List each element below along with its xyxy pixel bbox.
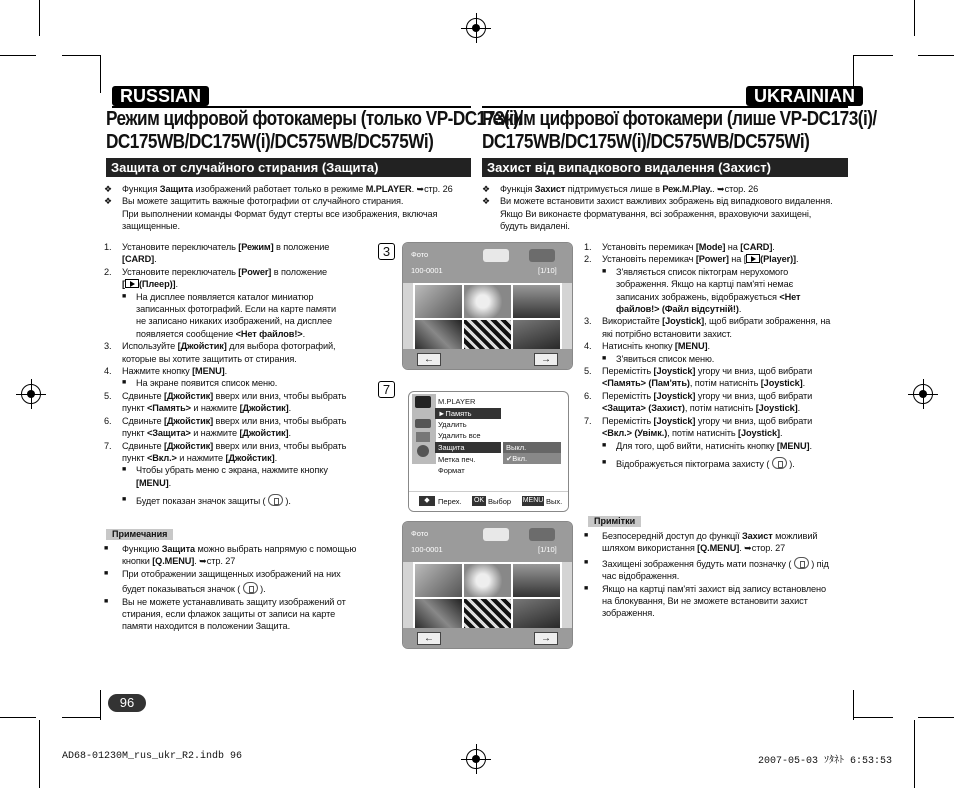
notes-label-uk: Примітки xyxy=(588,516,641,527)
notes-ru: ■ Функцию Защита можно выбрать напрямую с помощью кнопки [Q.MENU]. ➥стр. 27 ■ При отображении защищенных изображений на них будет показываться значок ( ). ■ Вы не можете устанавливать защиту изображений от стирания, если флажок защиты от записи на карте памяти находится в положении Защита. xyxy=(104,544,357,632)
crop-mark xyxy=(39,0,40,36)
crop-mark xyxy=(0,55,36,56)
option-on[interactable]: ✔Вкл. xyxy=(503,453,561,464)
menu-item-delete-all[interactable]: Удалить все xyxy=(438,431,481,440)
crop-mark xyxy=(100,690,101,720)
crop-mark xyxy=(914,0,915,36)
page-title-ru-line1: Режим цифровой фотокамеры (только VP-DC173(i)/ xyxy=(106,108,523,130)
footer-move: Перех. xyxy=(438,497,462,506)
crop-mark xyxy=(0,717,36,718)
file-number: 100-0001 xyxy=(411,266,443,275)
lang-label-russian: RUSSIAN xyxy=(112,86,209,106)
file-number: 100-0001 xyxy=(411,545,443,554)
prev-arrow-icon: ← xyxy=(417,632,441,645)
page-number: 96 xyxy=(108,694,146,712)
registration-mark xyxy=(913,384,933,404)
crop-mark xyxy=(100,55,101,93)
notes-label-ru: Примечания xyxy=(106,529,173,540)
mode-label: Фото xyxy=(411,529,429,538)
thumbnail xyxy=(464,285,511,318)
menu-item-print-mark[interactable]: Метка печ. xyxy=(438,455,476,464)
crop-mark xyxy=(62,55,100,56)
next-arrow-icon: → xyxy=(534,632,558,645)
section-header-ru: Защита от случайного стирания (Защита) xyxy=(106,158,471,177)
section-header-uk: Захист від випадкового видалення (Захист) xyxy=(482,158,848,177)
print-icon xyxy=(416,432,430,442)
registration-mark xyxy=(466,18,486,38)
player-mode-icon xyxy=(125,279,139,288)
crop-mark xyxy=(853,690,854,720)
footer-file-info: AD68-01230M_rus_ukr_R2.indb 96 xyxy=(62,751,243,762)
menu-button-icon: MENU xyxy=(522,497,544,504)
lock-icon xyxy=(772,457,787,469)
steps-uk: 1. Установіть перемикач [Mode] на [CARD]. 2. Установіть перемикач [Power] на [ (Player)]. ■ З'являється список піктограм нерухомого зображення. Якщо на картці пам'яті немає записаних зображень, відображується <Нет файлов!> (Файл відсутній!). 3. Використайте [Joystick], щоб вибрати зображення, на які потрібно встановити захист. 4. Натисніть кнопку [MENU]. ■ З'явиться список меню. 5. Перемістіть [Joystick] угору чи вниз, щоб вибрати <Память> (Пам'ять), потім натисніть [Joystick]. 6. Перемістіть [Joystick] угору чи вниз, щоб вибрати <Защита> (Захист), потім натисніть [Joystick]. 7. Перемістіть [Joystick] угору чи вниз, щоб вибрати <Вкл.> (Увімк.), потім натисніть [Joystick]. ■ Для того, щоб вийти, натисніть кнопку [MENU]. ■ Відображується піктограма захисту ( ). xyxy=(584,242,831,469)
camera-tab-icon xyxy=(483,528,509,541)
player-mode-icon xyxy=(746,254,760,263)
thumbnail xyxy=(415,564,462,597)
crop-mark xyxy=(853,55,893,56)
prev-arrow-icon: ← xyxy=(417,353,441,366)
image-counter: [1/10] xyxy=(538,545,557,554)
steps-ru: 1. Установите переключатель [Режим] в положение [CARD]. 2. Установите переключатель [Power] в положение [ (Плеер)]. ■ На дисплее появляется каталог миниатюр записанных фотографий. Если на карте памяти не записано никаких изображений, на дисплее появляется сообщение <Нет файлов!>. 3. Используйте [Джойстик] для выбора фотографий, которые вы хотите защитить от стирания. 4. Нажмите кнопку [MENU]. ■ На экране появится список меню. 5. Сдвиньте [Джойстик] вверх или вниз, чтобы выбрать пункт <Память> и нажмите [Джойстик]. 6. Сдвиньте [Джойстик] вверх или вниз, чтобы выбрать пункт <Защита> и нажмите [Джойстик]. 7. Сдвиньте [Джойстик] вверх или вниз, чтобы выбрать пункт <Вкл.> и нажмите [Джойстик]. ■ Чтобы убрать меню с экрана, нажмите кнопку [MENU]. ■ Будет показан значок защиты ( ). xyxy=(104,242,347,507)
folder-tab-icon xyxy=(529,528,555,541)
lang-label-ukrainian: UKRAINIAN xyxy=(746,86,863,106)
camera-tab-icon xyxy=(483,249,509,262)
folder-tab-icon xyxy=(529,249,555,262)
menu-title: M.PLAYER xyxy=(438,397,476,406)
intro-uk: ❖ Функція Захист підтримується лише в Реж.M.Play.. ➥стор. 26 ❖ Ви можете встановити захист важливих зображень від випадкового видалення. Якщо Ви виконаєте форматування, всі зображення, враховуючи захищені, будуть видалені. xyxy=(482,184,833,232)
mode-label: Фото xyxy=(411,250,429,259)
lock-icon xyxy=(268,494,283,506)
registration-mark xyxy=(21,384,41,404)
thumbnail xyxy=(513,564,560,597)
lcd-thumbnail-screen-protected xyxy=(402,521,573,649)
crop-mark xyxy=(914,720,915,788)
image-counter: [1/10] xyxy=(538,266,557,275)
thumbnail xyxy=(464,564,511,597)
gear-icon xyxy=(417,445,429,457)
option-off[interactable]: Выкл. xyxy=(503,442,561,453)
crop-mark xyxy=(918,55,954,56)
thumbnail xyxy=(513,285,560,318)
menu-item-format[interactable]: Формат xyxy=(438,466,465,475)
step-number-7: 7 xyxy=(378,381,395,398)
next-arrow-icon: → xyxy=(534,353,558,366)
lock-icon xyxy=(794,557,809,569)
page-title-uk-line2: DC175WB/DC175W(i)/DC575WB/DC575Wi) xyxy=(482,131,810,153)
crop-mark xyxy=(62,717,100,718)
notes-uk: ■ Безпосередній доступ до функції Захист можливий шляхом використання [Q.MENU]. ➥стор. 27 ■ Захищені зображення будуть мати позначку ( ) під час відображення. ■ Якщо на картці пам'яті захист від запису встановлено на блокування, Ви не зможете встановити захист зображення. xyxy=(584,531,829,619)
step-number-3: 3 xyxy=(378,243,395,260)
footer-select: Выбор xyxy=(488,497,512,506)
thumbnail xyxy=(415,285,462,318)
lcd-thumbnail-screen xyxy=(402,242,573,370)
joystick-icon: ◆ xyxy=(419,496,435,506)
ok-button-icon: OK xyxy=(473,497,485,504)
lock-icon xyxy=(243,582,258,594)
registration-mark xyxy=(466,749,486,769)
lcd-menu-screen xyxy=(408,391,569,512)
intro-ru: ❖ Функция Защита изображений работает только в режиме M.PLAYER. ➥стр. 26 ❖ Вы можете защитить важные фотографии от случайного стирания. При выполнении команды Формат будут стерты все изображения, включая защищенные. xyxy=(104,184,453,232)
page-title-ru-line2: DC175WB/DC175W(i)/DC575WB/DC575Wi) xyxy=(106,131,434,153)
crop-mark xyxy=(39,720,40,788)
menu-item-memory[interactable]: ►Память xyxy=(435,408,501,419)
play-icon xyxy=(415,396,431,408)
footer-exit: Вых. xyxy=(546,497,563,506)
footer-timestamp: 2007-05-03 ｿﾀﾈﾄ 6:53:53 xyxy=(758,756,893,767)
menu-item-protect[interactable]: Защита xyxy=(435,442,501,453)
page-title-uk-line1: Режим цифрової фотокамери (лише VP-DC173(i)/ xyxy=(482,108,877,130)
crop-mark xyxy=(853,717,893,718)
menu-item-delete[interactable]: Удалить xyxy=(438,420,467,429)
crop-mark xyxy=(918,717,954,718)
memory-icon xyxy=(415,419,431,428)
